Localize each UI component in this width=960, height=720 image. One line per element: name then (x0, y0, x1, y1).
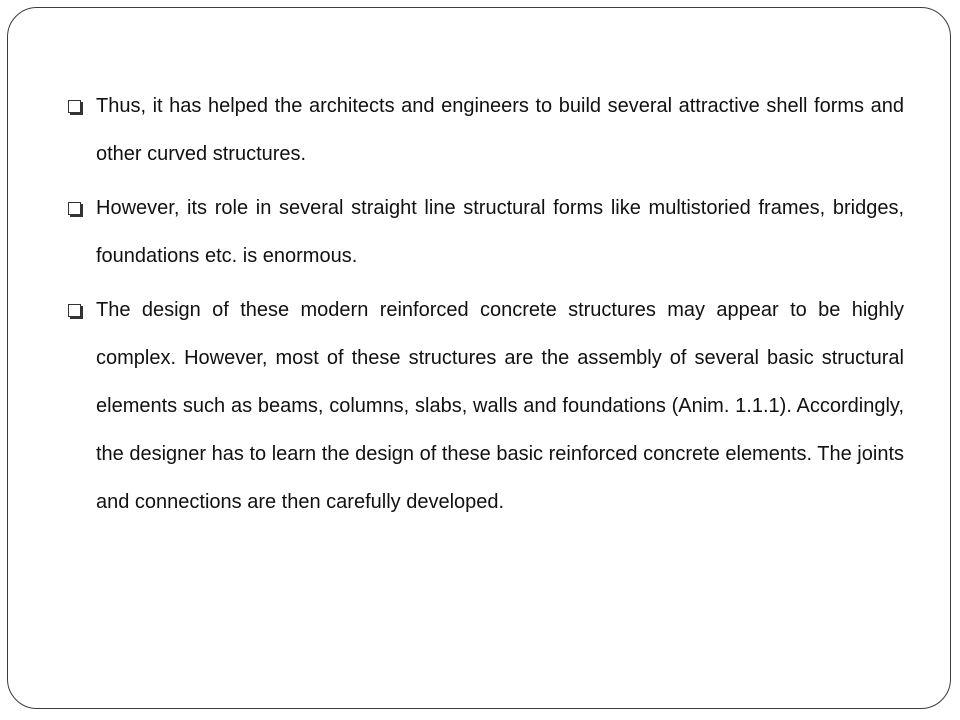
bullet-item (66, 286, 904, 526)
bullet-text: The design of these modern reinforced concrete structures may appear to be highly complex. However, most of these structures are the assembly of several basic structural elements such as beams, columns, slabs, walls and foundations (Anim. 1.1.1). Accordingly, the designer has to learn the design of these basic reinforced concrete elements. The joints and connections are then carefully developed. (96, 299, 904, 513)
square-bullet-icon (68, 304, 81, 317)
square-bullet-icon (68, 202, 81, 215)
bullet-text: However, its role in several straight line structural forms like multistoried frames, bridges, foundations etc. is enormous. (96, 197, 904, 267)
bullet-text: Thus, it has helped the architects and engineers to build several attractive shell forms and other curved structures. (96, 95, 904, 165)
slide-frame (7, 7, 951, 709)
bullet-item (66, 184, 904, 280)
bullet-item (66, 82, 904, 178)
bullet-list (66, 82, 904, 532)
square-bullet-icon (68, 100, 81, 113)
